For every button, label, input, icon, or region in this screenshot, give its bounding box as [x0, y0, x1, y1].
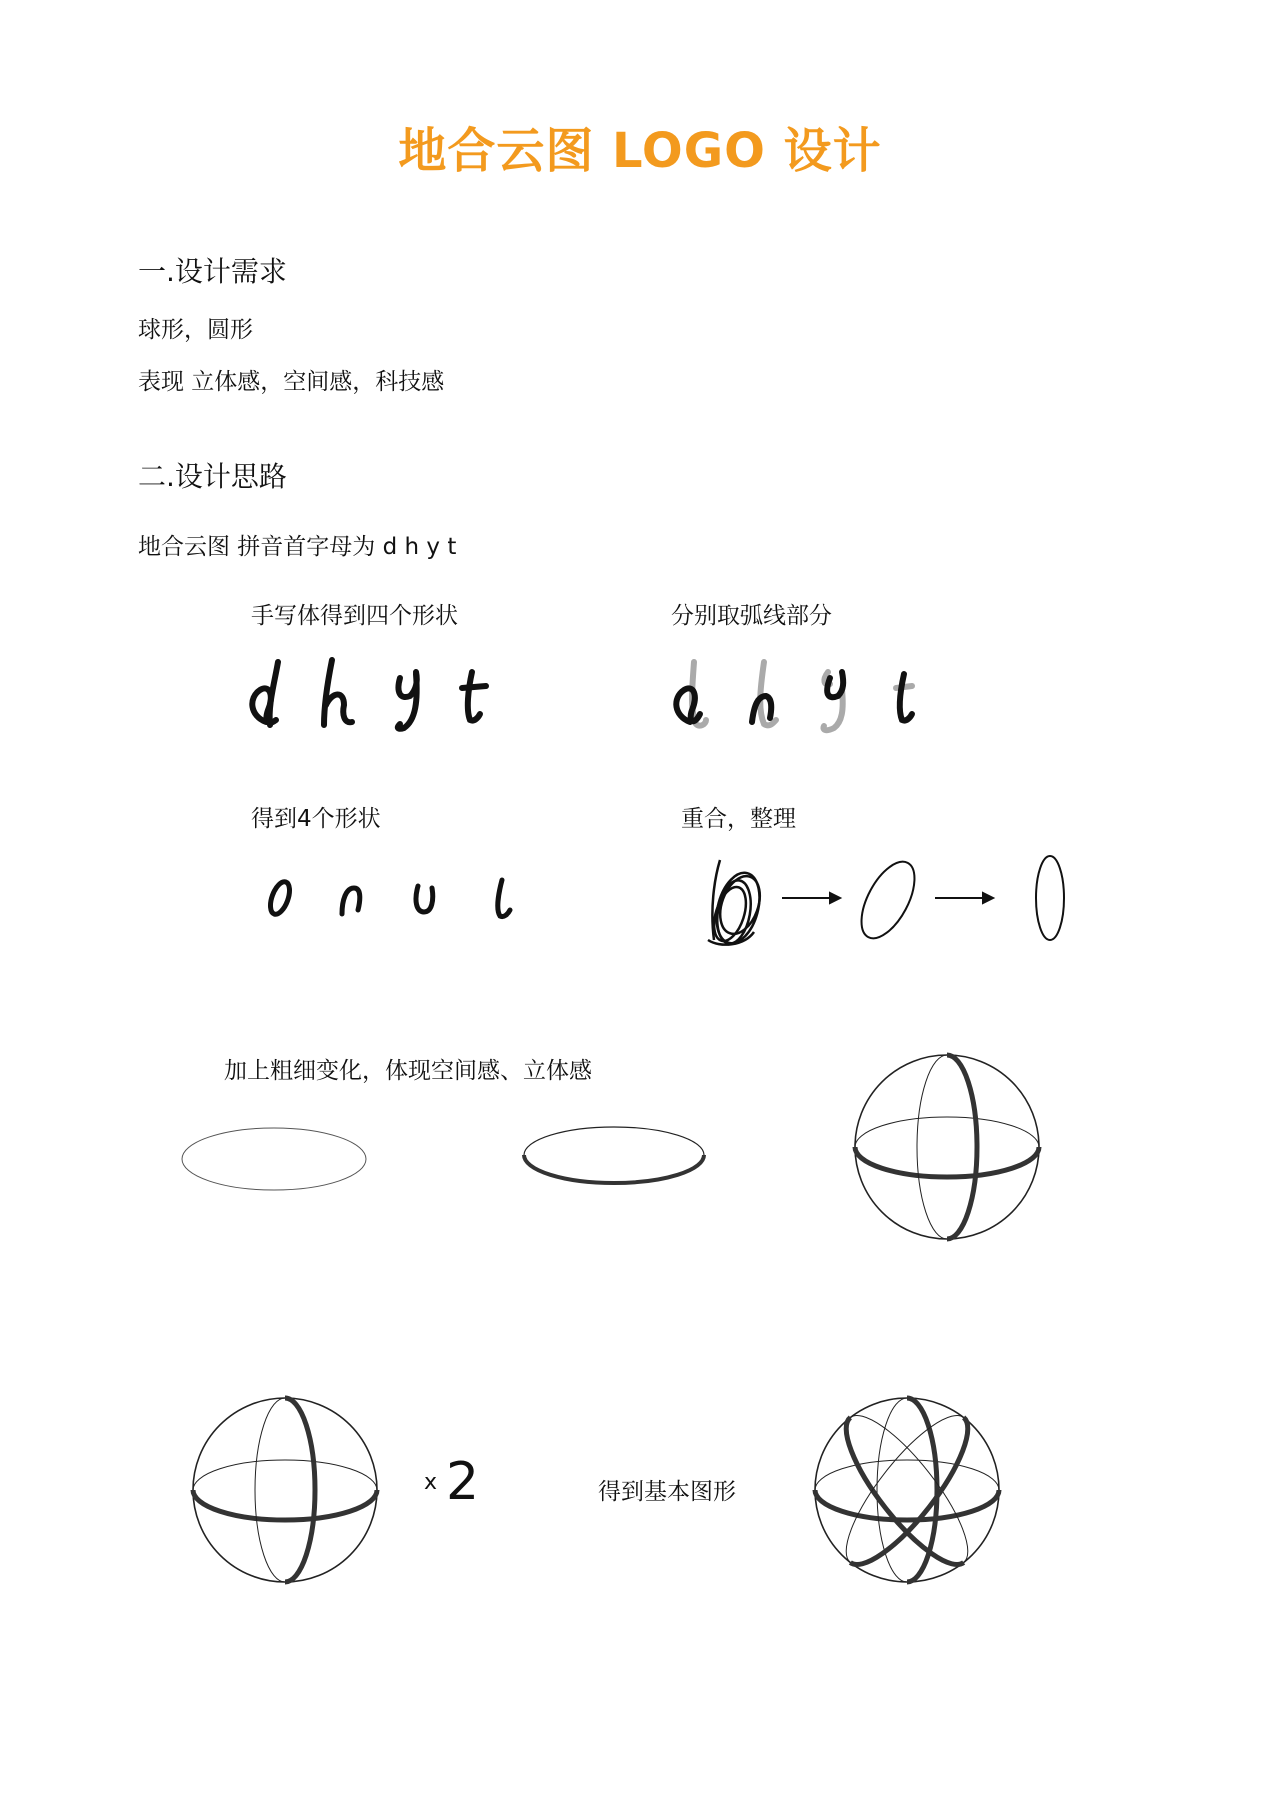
multiply-sign: x	[424, 1470, 438, 1495]
requirement-line-2: 表现 立体感，空间感，科技感	[138, 369, 445, 395]
caption-result: 得到基本图形	[598, 1479, 736, 1505]
sphere-icon	[852, 1052, 1042, 1242]
thick-ellipse-icon	[520, 1120, 710, 1192]
caption-thickness: 加上粗细变化，体现空间感、立体感	[224, 1058, 592, 1084]
sphere-duplicate-icon	[190, 1395, 380, 1585]
handwritten-letters-icon	[240, 650, 510, 750]
section-heading-approach: 二.设计思路	[138, 460, 287, 493]
merge-sequence-icon	[700, 850, 1080, 960]
final-logo-icon	[812, 1395, 1002, 1585]
multiply-count: 2	[446, 1452, 480, 1512]
four-shapes-icon	[262, 870, 522, 930]
requirement-line-1: 球形，圆形	[138, 317, 253, 343]
caption-arcs: 分别取弧线部分	[671, 603, 832, 629]
page-title: 地合云图 LOGO 设计	[398, 123, 882, 179]
approach-line-1: 地合云图 拼音首字母为 d h y t	[138, 534, 457, 560]
arc-letters-icon	[664, 650, 934, 750]
caption-handwriting: 手写体得到四个形状	[251, 603, 458, 629]
caption-shapes: 得到4个形状	[251, 806, 381, 832]
caption-merge: 重合，整理	[681, 806, 796, 832]
thin-ellipse-icon	[180, 1125, 370, 1195]
section-heading-requirements: 一.设计需求	[138, 255, 287, 288]
